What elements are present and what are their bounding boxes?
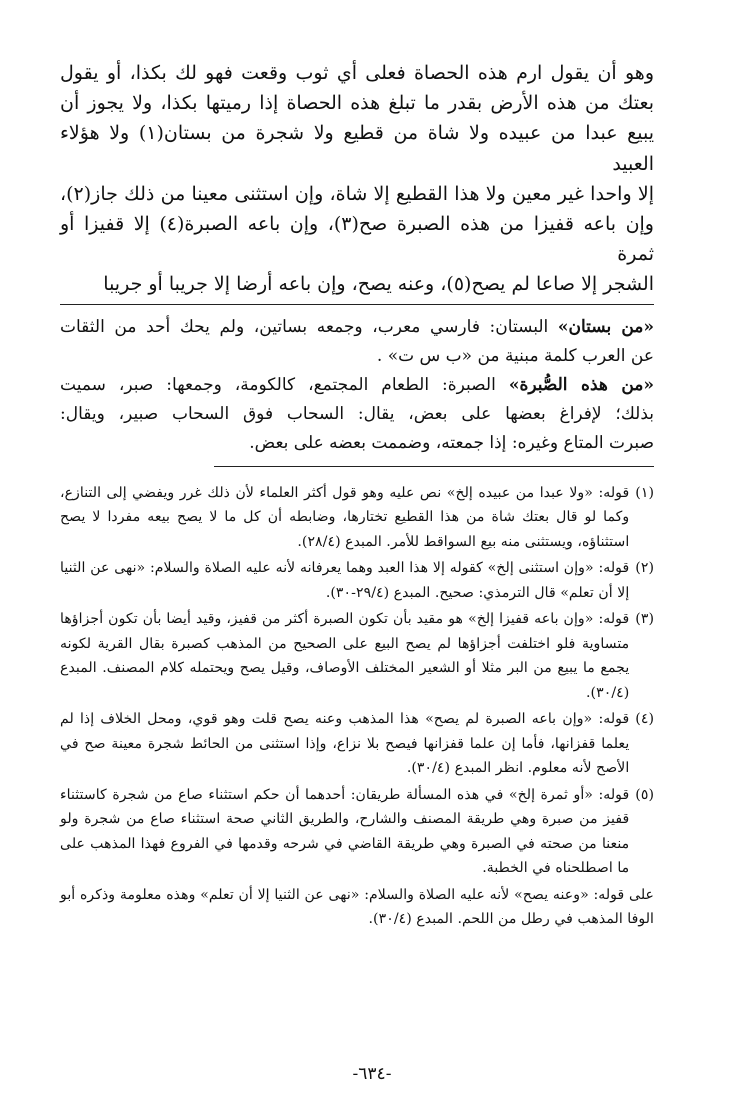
gloss-line [60, 371, 654, 400]
footnote [60, 481, 654, 555]
main-line: يبيع عبدا من عبيده ولا شاة من قطيع ولا شجرة من بستان(١) ولا هؤلاء العبيد [60, 122, 655, 175]
gloss-line: صبرت المتاع وغيره: إذا جمعته، وضممت بعضه على بعض. [249, 432, 654, 453]
footnote [60, 707, 654, 781]
page-content [60, 58, 654, 932]
footnote [60, 783, 654, 881]
main-line: الشجر إلا صاعا لم يصح(٥)، وعنه يصح، وإن باعه أرضا إلا جريبا أو جريبا [103, 273, 654, 296]
footnote-text: قوله: «وإن باعه الصبرة لم يصح» هذا المذهب وعنه يصح قلت وهو قوي، ومحل الخلاف إذا لم يعلما قفزانها، فأما إن علما قفزانها فيصح بلا نزاع، وإذا استثنى من الحائط شجرة معينة صح في الأصح لأنه معلوم. انظر المبدع (٣٠/٤). [60, 711, 630, 777]
page-number: -٦٣٤- [352, 1064, 392, 1084]
footnote-number: (١) [635, 484, 654, 501]
footnote-number: (٥) [635, 786, 654, 803]
glossary-section [60, 313, 654, 458]
footnote-number: (٣) [635, 611, 654, 628]
main-line: وهو أن يقول ارم هذه الحصاة فعلى أي ثوب وقعت فهو لك بكذا، أو يقول [60, 62, 654, 84]
main-text [60, 58, 654, 300]
footnote [60, 556, 654, 605]
footnotes [60, 481, 654, 932]
footnote-text: قوله: «وإن استثنى إلخ» كقوله إلا هذا العبد وهما يعرفانه لأنه عليه الصلاة والسلام: «نهى عن الثنيا إلا أن تعلم» قال الترمذي: صحيح. المبدع (٢٩/٤-٣٠). [60, 560, 630, 601]
main-line: وإن باعه قفيزا من هذه الصبرة صح(٣)، وإن باعه الصبرة(٤) إلا قفيزا أو ثمرة [60, 213, 654, 266]
gloss-line: بذلك؛ لإفراغ بعضها على بعض، يقال: السحاب فوق السحاب صبير، ويقال: [60, 403, 654, 424]
footnote-text: قوله: «أو ثمرة إلخ» في هذه المسألة طريقان: أحدهما أن حكم استثناء صاع من شجرة كاستثناء قفيز من صبرة وهي طريقة المصنف والشارح، والطريق الثاني صحة استثناء صاع من شجرة ولو منعنا من صحته في الصبرة وهي طريقة القاضي في شرحه وقدمها في الفروع فهذا المذهب على ما اصطلحناه في الخطبة. [60, 786, 630, 877]
main-line: بعتك من هذه الأرض بقدر ما تبلغ هذه الحصاة إذا رميتها بكذا، ولا يجوز أن [60, 92, 654, 115]
gloss-headword: «من بستان» [557, 316, 654, 337]
gloss-text: البستان: فارسي معرب، وجمعه بساتين، ولم يحك أحد من الثقات [60, 316, 549, 337]
divider-footnotes [214, 466, 654, 467]
gloss-headword: «من هذه الصُّبرة» [508, 374, 655, 395]
footnote-number: (٢) [635, 560, 654, 577]
gloss-line [60, 313, 654, 342]
footnote-continuation: على قوله: «وعنه يصح» لأنه عليه الصلاة والسلام: «نهى عن الثنيا إلا أن تعلم» وهذه معلومة وذكره أبو الوفا المذهب في رطل من اللحم. المبدع (٣٠/٤). [60, 886, 654, 928]
footnote-number: (٤) [635, 711, 654, 728]
divider-main [60, 304, 654, 305]
footnote [60, 607, 654, 705]
gloss-text: الصبرة: الطعام المجتمع، كالكومة، وجمعها: صبر، سميت [60, 374, 496, 395]
gloss-line: عن العرب كلمة مبنية من «ب س ت» . [376, 345, 654, 366]
footnote-text: قوله: «ولا عبدا من عبيده إلخ» نص عليه وهو قول أكثر العلماء لأن ذلك غرر ويفضي إلى التنازع، وكما لو قال بعتك شاة من هذا القطيع تختارها، وضابطه أن كل ما لا يصح بيعه مفردا لا يصح استثناؤه، ويستثنى منه بيع السواقط للأمر. المبدع (٢٨/٤). [60, 484, 630, 550]
main-line: إلا واحدا غير معين ولا هذا القطيع إلا شاة، وإن استثنى معينا من ذلك جاز(٢)، [60, 182, 654, 205]
footnote-text: قوله: «وإن باعه قفيزا إلخ» هو مقيد بأن تكون الصبرة أكثر من قفيز، وقيد أيضا بأن تكون أجزاؤها متساوية فلو اختلفت أجزاؤها لم يصح البيع على الصحيح من المذهب كصبرة بقال القرية لكونه يجمع ما يبيع من البر مثلا أو الشعير المختلف الأوصاف، وقيل يصح ويحتمله كلام المصنف. المبدع (٣٠/٤). [60, 611, 630, 701]
